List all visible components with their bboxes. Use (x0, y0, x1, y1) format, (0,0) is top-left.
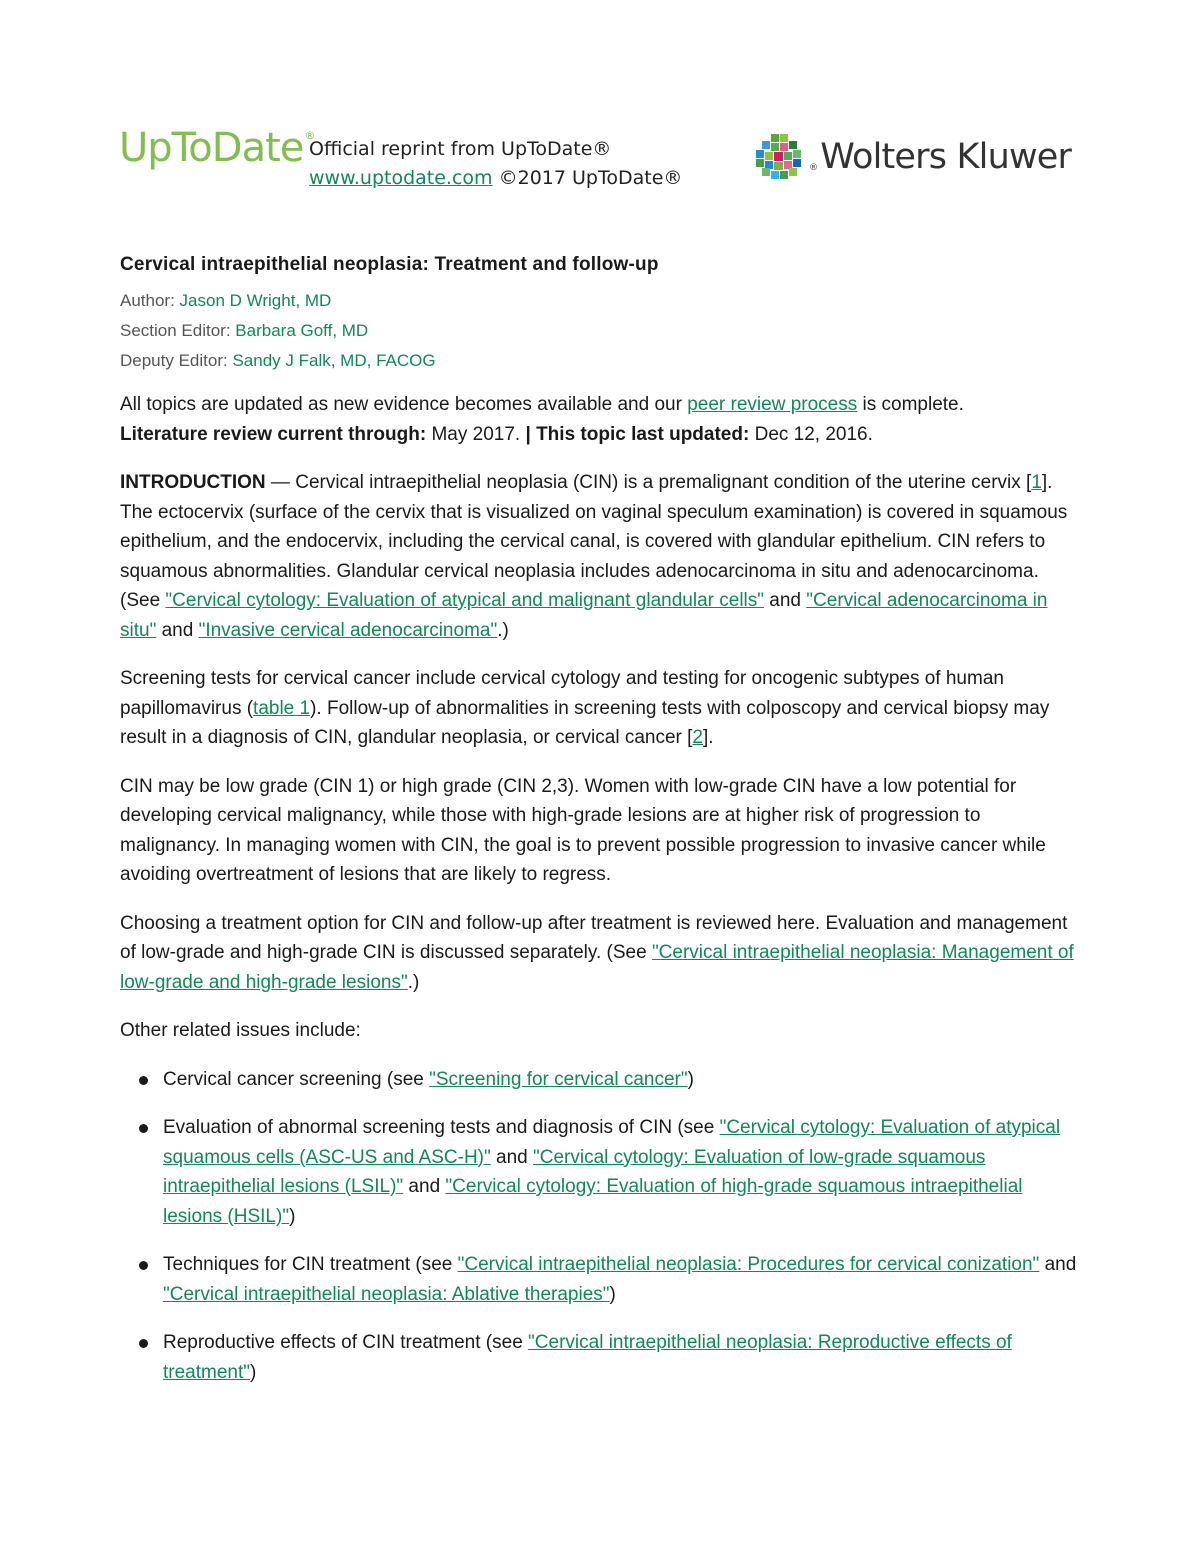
reference-2-link[interactable]: 2 (692, 727, 703, 748)
article-title: Cervical intraepithelial neoplasia: Treatment and follow-up (120, 254, 659, 275)
reproductive-effects-link[interactable]: "Cervical intraepithelial neoplasia: Reproductive effects of treatment" (163, 1332, 1012, 1383)
glandular-cells-link[interactable]: "Cervical cytology: Evaluation of atypical and malignant glandular cells" (165, 590, 765, 611)
item-end: ) (289, 1205, 296, 1227)
bullet-icon (139, 1124, 148, 1133)
list-item (120, 1065, 1080, 1095)
website-link[interactable]: www.uptodate.com (309, 167, 493, 189)
intro-and-2: and (156, 619, 199, 641)
uptodate-logo-text: UpToDate (119, 125, 304, 171)
adenocarcinoma-in-situ-link[interactable]: "Cervical adenocarcinoma in situ" (120, 590, 1048, 641)
list-item (120, 1250, 1080, 1309)
deputy-editor-name: Sandy J Falk, MD, FACOG (232, 351, 436, 370)
deputy-editor-label: Deputy Editor: (120, 351, 228, 370)
author-line (120, 286, 1080, 316)
ablative-therapies-link[interactable]: "Cervical intraepithelial neoplasia: Ablative therapies" (163, 1283, 610, 1305)
lit-review-label: Literature review current through: (120, 423, 427, 445)
uptodate-logo-mark: ® (304, 129, 315, 142)
related-issues-list (120, 1065, 1080, 1388)
item-text: Techniques for CIN treatment (see (163, 1254, 458, 1275)
item-and: and (490, 1146, 534, 1168)
peer-review-link[interactable]: peer review process (687, 394, 858, 415)
lsil-link[interactable]: "Cervical cytology: Evaluation of low-grade squamous intraepithelial lesions (LSIL)" (163, 1146, 986, 1197)
publisher-name: Wolters Kluwer (820, 137, 1072, 177)
bullet-icon (139, 1076, 148, 1085)
author-name: Jason D Wright, MD (179, 291, 332, 310)
section-editor-line (120, 316, 1080, 346)
table-1-link[interactable]: table 1 (253, 697, 311, 719)
introduction-heading: INTRODUCTION (120, 472, 266, 493)
item-and: and (1039, 1254, 1077, 1275)
screening-text-3: ]. (702, 727, 714, 748)
item-and: and (403, 1176, 446, 1197)
choosing-text-1: Choosing a treatment option for CIN and follow-up after treatment is reviewed here. Evaluation and management of low-grade and high-grade CIN is discussed separately. (See (120, 912, 1068, 963)
article-credits (120, 286, 1080, 376)
treatment-choice-paragraph (120, 909, 1080, 998)
wolters-kluwer-logo (755, 131, 1071, 183)
article-body (120, 248, 1080, 1406)
copyright-text: ©2017 UpToDate® (498, 167, 683, 189)
screening-cervical-cancer-link[interactable]: "Screening for cervical cancer" (429, 1068, 688, 1090)
section-editor-name: Barbara Goff, MD (235, 321, 369, 340)
screening-paragraph (120, 664, 1080, 753)
author-label: Author: (120, 291, 175, 310)
item-end: ) (687, 1068, 694, 1090)
intro-dash: — (265, 472, 296, 493)
update-text-end: is complete. (862, 394, 964, 415)
invasive-adenocarcinoma-link[interactable]: "Invasive cervical adenocarcinoma" (198, 619, 498, 641)
separator: | (525, 423, 531, 445)
document-header (0, 0, 1200, 220)
reprint-notice (309, 135, 682, 193)
item-text: Evaluation of abnormal screening tests and diagnosis of CIN (see (163, 1117, 720, 1138)
cin-grades-paragraph: CIN may be low grade (CIN 1) or high grade (CIN 2,3). Women with low-grade CIN have a low potential for developing cervical malignancy, while those with high-grade lesions are at higher risk of progression to malignancy. In managing women with CIN, the goal is to prevent possible progression to invasive cancer while avoiding overtreatment of lesions that are likely to regress. (120, 775, 1046, 885)
bullet-icon (139, 1339, 148, 1348)
list-item (120, 1113, 1080, 1231)
update-text: All topics are updated as new evidence becomes available and our (120, 394, 682, 415)
screening-text-2: ). Follow-up of abnormalities in screening tests with colposcopy and cervical biopsy may result in a diagnosis of CIN, glandular neoplasia, or cervical cancer [ (120, 697, 1050, 748)
lit-review-date: May 2017. (431, 423, 521, 445)
bullet-icon (139, 1261, 148, 1270)
reference-1-link[interactable]: 1 (1031, 472, 1042, 493)
last-updated-date: Dec 12, 2016. (754, 423, 873, 445)
reprint-line: Official reprint from UpToDate® (309, 138, 612, 160)
item-end: ) (609, 1283, 616, 1305)
choosing-text-2: .) (407, 971, 420, 993)
screening-text-1: Screening tests for cervical cancer include cervical cytology and testing for oncogenic subtypes of human papillomavirus ( (120, 668, 1004, 719)
management-lesions-link[interactable]: "Cervical intraepithelial neoplasia: Management of low-grade and high-grade lesions" (120, 942, 1074, 993)
intro-text-1: Cervical intraepithelial neoplasia (CIN) is a premalignant condition of the uterine cervix [ (295, 472, 1032, 493)
hsil-link[interactable]: "Cervical cytology: Evaluation of high-grade squamous intraepithelial lesions (HSIL)" (163, 1176, 1023, 1227)
publisher-mark: ® (809, 163, 818, 173)
update-notice (120, 390, 1080, 449)
item-end: ) (250, 1361, 257, 1383)
intro-text-3: .) (497, 619, 509, 641)
introduction-paragraph (120, 468, 1080, 645)
asc-us-asc-h-link[interactable]: "Cervical cytology: Evaluation of atypical squamous cells (ASC-US and ASC-H)" (163, 1117, 1061, 1168)
website-line (309, 164, 682, 193)
uptodate-logo (119, 125, 315, 171)
wolters-kluwer-globe-icon (755, 133, 803, 181)
deputy-editor-line (120, 346, 1080, 376)
conization-link[interactable]: "Cervical intraepithelial neoplasia: Procedures for cervical conization" (457, 1254, 1040, 1275)
item-text: Reproductive effects of CIN treatment (see (163, 1332, 529, 1353)
related-issues-intro: Other related issues include: (120, 1020, 361, 1041)
intro-text-2: ]. The ectocervix (surface of the cervix that is visualized on vaginal speculum examination) is covered in squamous epithelium, and the endocervix, including the cervical canal, is covered with glandular epithelium. CIN refers to squamous abnormalities. Glandular cervical neoplasia includes adenocarcinoma in situ and adenocarcinoma. (See (120, 472, 1068, 611)
item-text: Cervical cancer screening (see (163, 1068, 430, 1090)
wolters-kluwer-wordmark (809, 137, 1071, 177)
last-updated-label: This topic last updated: (536, 423, 750, 445)
intro-and-1: and (764, 590, 807, 611)
section-editor-label: Section Editor: (120, 321, 231, 340)
list-item (120, 1328, 1080, 1387)
